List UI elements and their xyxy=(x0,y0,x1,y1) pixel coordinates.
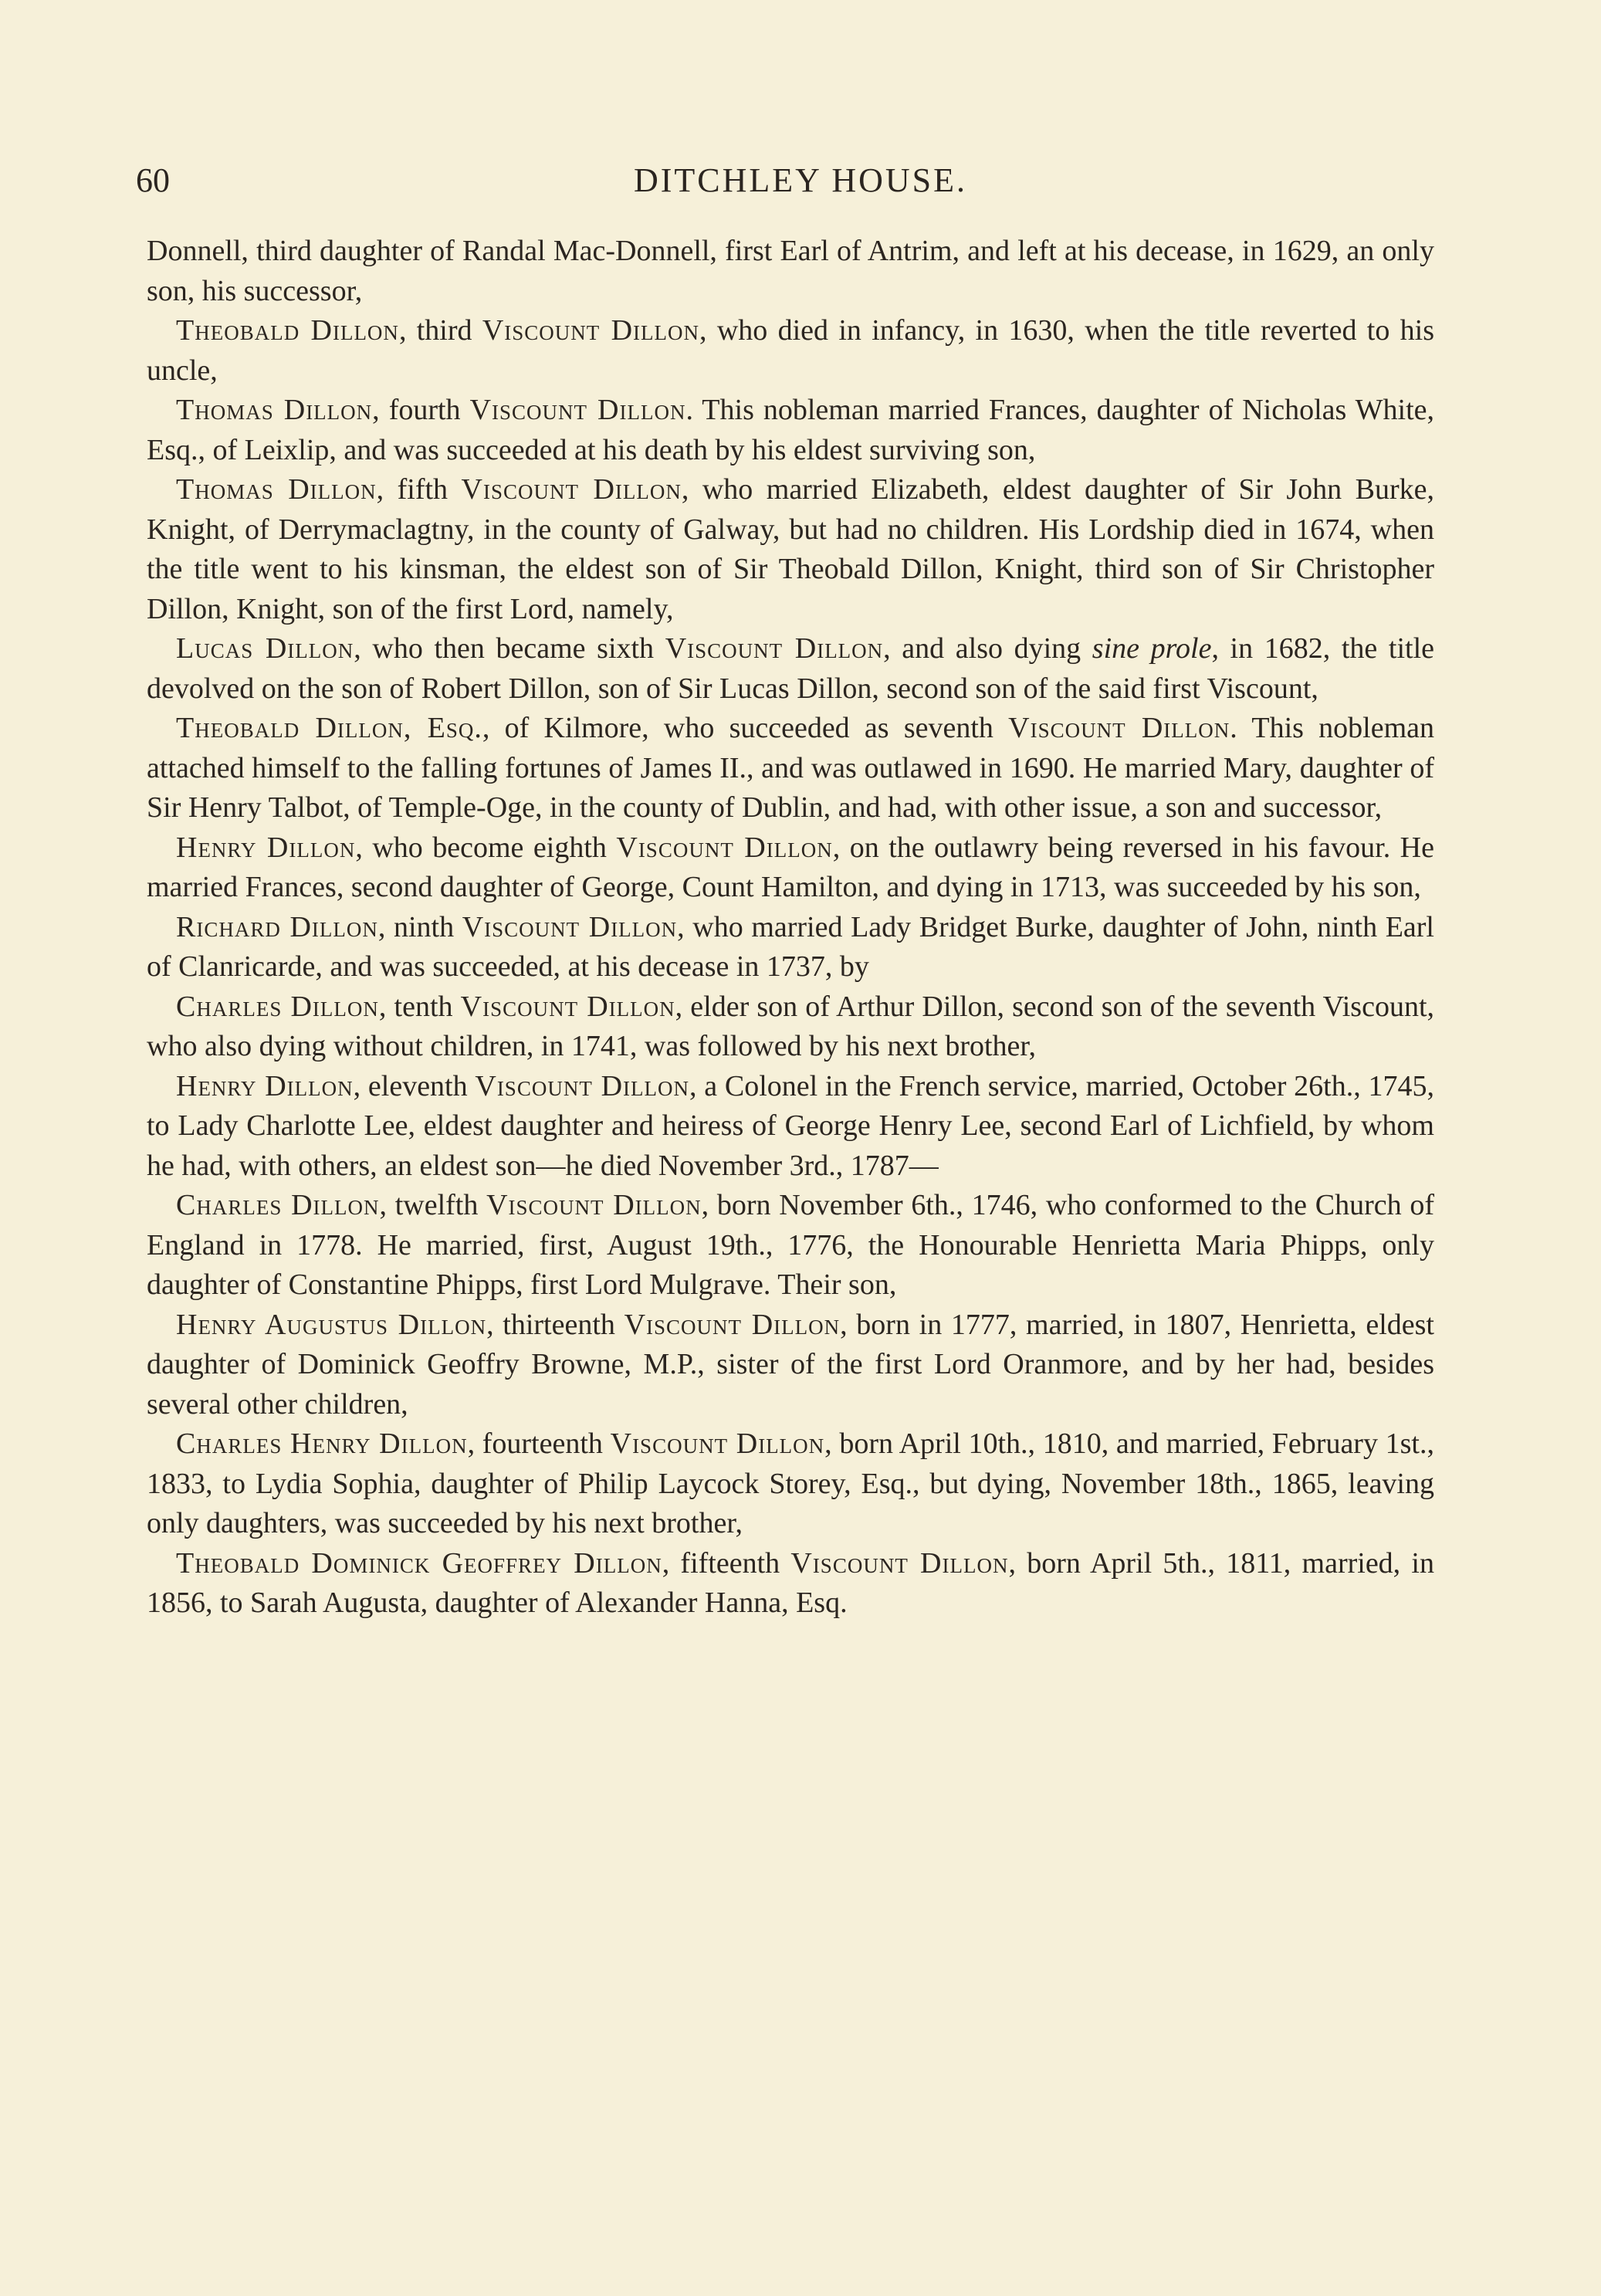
paragraph: Charles Henry Dillon, fourteenth Viscount Dillon, born April 10th., 1810, and married, February 1st., 1833, to Lydia Sophia, daughter of Philip Laycock Storey, Esq., but dying, November 18th., 1865, leaving only daughters, was succeeded by his next brother, xyxy=(147,1427,1434,1539)
paragraph: Thomas Dillon, fifth Viscount Dillon, who married Elizabeth, eldest daughter of Sir John Burke, Knight, of Derrymaclagtny, in the county of Galway, but had no children. His Lordship died in 1674, when the title went to his kinsman, the eldest son of Sir Theobald Dillon, Knight, third son of Sir Christopher Dillon, Knight, son of the first Lord, namely, xyxy=(147,473,1434,625)
running-title: DITCHLEY HOUSE. xyxy=(634,161,967,199)
paragraph: Theobald Dominick Geoffrey Dillon, fifteenth Viscount Dillon, born April 5th., 1811, married, in 1856, to Sarah Augusta, daughter of Alexander Hanna, Esq. xyxy=(147,1546,1434,1619)
paragraph: Donnell, third daughter of Randal Mac-Donnell, first Earl of Antrim, and left at his decease, in 1629, an only son, his successor, xyxy=(147,235,1434,307)
paragraph: Charles Dillon, twelfth Viscount Dillon, born November 6th., 1746, who conformed to the Church of England in 1778. He married, first, August 19th., 1776, the Honourable Henrietta Maria Phipps, only daughter of Constantine Phipps, first Lord Mulgrave. Their son, xyxy=(147,1189,1434,1301)
paragraph: Richard Dillon, ninth Viscount Dillon, who married Lady Bridget Burke, daughter of John, ninth Earl of Clanricarde, and was succeeded, at his decease in 1737, by xyxy=(147,910,1434,983)
paragraph: Theobald Dillon, third Viscount Dillon, who died in infancy, in 1630, when the title reverted to his uncle, xyxy=(147,314,1434,387)
paragraph: Charles Dillon, tenth Viscount Dillon, elder son of Arthur Dillon, second son of the seventh Viscount, who also dying without children, in 1741, was followed by his next brother, xyxy=(147,990,1434,1062)
paragraph: Henry Dillon, who become eighth Viscount Dillon, on the outlawry being reversed in his favour. He married Frances, second daughter of George, Count Hamilton, and dying in 1713, was succeeded by his son, xyxy=(147,831,1434,903)
paragraph: Theobald Dillon, Esq., of Kilmore, who succeeded as seventh Viscount Dillon. This nobleman attached himself to the falling fortunes of James II., and was outlawed in 1690. He married Mary, daughter of Sir Henry Talbot, of Temple-Oge, in the county of Dublin, and had, with other issue, a son and successor, xyxy=(147,712,1435,824)
paragraph: Lucas Dillon, who then became sixth Viscount Dillon, and also dying sine prole, in 1682, the title devolved on the son of Robert Dillon, son of Sir Lucas Dillon, second son of the said first Viscount, xyxy=(147,632,1434,705)
paragraph: Henry Dillon, eleventh Viscount Dillon, a Colonel in the French service, married, October 26th., 1745, to Lady Charlotte Lee, eldest daughter and heiress of George Henry Lee, second Earl of Lichfield, by whom he had, with others, an eldest son—he died November 3rd., 1787— xyxy=(147,1069,1434,1182)
body-text xyxy=(147,232,1434,1624)
paragraph: Henry Augustus Dillon, thirteenth Viscount Dillon, born in 1777, married, in 1807, Henrietta, eldest daughter of Dominick Geoffry Browne, M.P., sister of the first Lord Oranmore, and by her had, besides several other children, xyxy=(147,1308,1434,1421)
paragraph: Thomas Dillon, fourth Viscount Dillon. This nobleman married Frances, daughter of Nicholas White, Esq., of Leixlip, and was succeeded at his death by his eldest surviving son, xyxy=(147,394,1434,466)
page-number: 60 xyxy=(136,161,170,199)
